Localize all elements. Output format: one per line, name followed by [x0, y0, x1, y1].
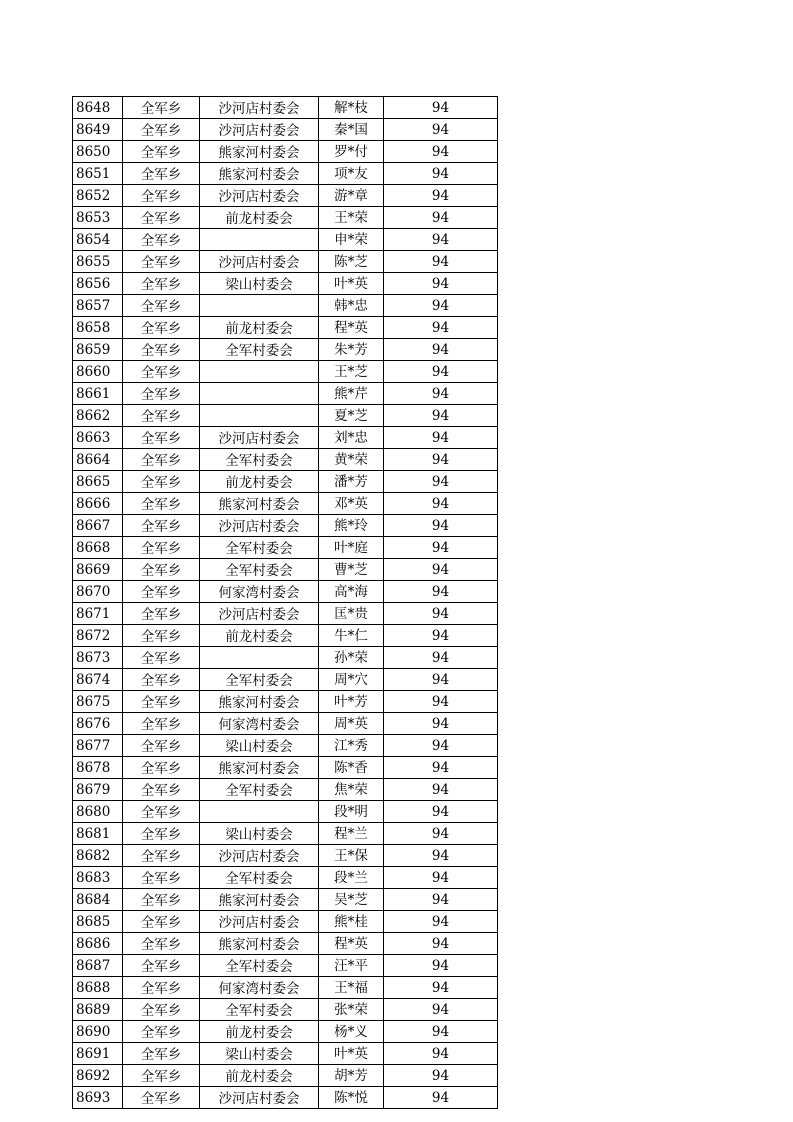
row-number-cell: 8672	[73, 625, 123, 647]
village-committee-cell: 梁山村委会	[200, 1043, 319, 1065]
village-committee-cell: 全军村委会	[200, 559, 319, 581]
township-cell: 全军乡	[123, 779, 200, 801]
village-committee-cell: 沙河店村委会	[200, 97, 319, 119]
village-committee-cell: 何家湾村委会	[200, 977, 319, 999]
row-number-cell: 8649	[73, 119, 123, 141]
score-cell: 94	[384, 1043, 498, 1065]
score-cell: 94	[384, 977, 498, 999]
name-cell: 潘*芳	[319, 471, 384, 493]
table-row	[73, 735, 498, 757]
score-cell: 94	[384, 1021, 498, 1043]
name-cell: 胡*芳	[319, 1065, 384, 1087]
table-row	[73, 625, 498, 647]
village-committee-cell	[200, 405, 319, 427]
table-row	[73, 911, 498, 933]
village-committee-cell: 熊家河村委会	[200, 141, 319, 163]
village-committee-cell: 前龙村委会	[200, 1065, 319, 1087]
name-cell: 张*荣	[319, 999, 384, 1021]
village-committee-cell: 梁山村委会	[200, 823, 319, 845]
score-cell: 94	[384, 823, 498, 845]
name-cell: 牛*仁	[319, 625, 384, 647]
township-cell: 全军乡	[123, 911, 200, 933]
township-cell: 全军乡	[123, 757, 200, 779]
village-committee-cell	[200, 361, 319, 383]
village-committee-cell	[200, 229, 319, 251]
row-number-cell: 8656	[73, 273, 123, 295]
village-committee-cell	[200, 295, 319, 317]
township-cell: 全军乡	[123, 207, 200, 229]
table-row	[73, 339, 498, 361]
table-row	[73, 1087, 498, 1109]
name-cell: 江*秀	[319, 735, 384, 757]
row-number-cell: 8678	[73, 757, 123, 779]
village-committee-cell: 何家湾村委会	[200, 713, 319, 735]
township-cell: 全军乡	[123, 493, 200, 515]
table-row	[73, 713, 498, 735]
table-row	[73, 317, 498, 339]
row-number-cell: 8688	[73, 977, 123, 999]
name-cell: 刘*忠	[319, 427, 384, 449]
table-row	[73, 999, 498, 1021]
score-cell: 94	[384, 119, 498, 141]
township-cell: 全军乡	[123, 801, 200, 823]
name-cell: 叶*芳	[319, 691, 384, 713]
township-cell: 全军乡	[123, 229, 200, 251]
row-number-cell: 8681	[73, 823, 123, 845]
row-number-cell: 8657	[73, 295, 123, 317]
township-cell: 全军乡	[123, 405, 200, 427]
village-committee-cell	[200, 801, 319, 823]
score-cell: 94	[384, 383, 498, 405]
table-row	[73, 295, 498, 317]
name-cell: 吴*芝	[319, 889, 384, 911]
name-cell: 匡*贵	[319, 603, 384, 625]
name-cell: 焦*荣	[319, 779, 384, 801]
score-cell: 94	[384, 581, 498, 603]
village-committee-cell: 熊家河村委会	[200, 933, 319, 955]
name-cell: 孙*荣	[319, 647, 384, 669]
score-cell: 94	[384, 317, 498, 339]
table-row	[73, 823, 498, 845]
name-cell: 叶*英	[319, 1043, 384, 1065]
township-cell: 全军乡	[123, 845, 200, 867]
score-cell: 94	[384, 251, 498, 273]
township-cell: 全军乡	[123, 735, 200, 757]
township-cell: 全军乡	[123, 889, 200, 911]
name-cell: 秦*国	[319, 119, 384, 141]
village-committee-cell: 前龙村委会	[200, 1021, 319, 1043]
row-number-cell: 8689	[73, 999, 123, 1021]
name-cell: 夏*芝	[319, 405, 384, 427]
table-row	[73, 405, 498, 427]
row-number-cell: 8661	[73, 383, 123, 405]
table-row	[73, 603, 498, 625]
row-number-cell: 8690	[73, 1021, 123, 1043]
name-cell: 程*兰	[319, 823, 384, 845]
score-cell: 94	[384, 229, 498, 251]
table-body	[73, 97, 498, 1109]
score-cell: 94	[384, 625, 498, 647]
table-row	[73, 1043, 498, 1065]
township-cell: 全军乡	[123, 581, 200, 603]
score-cell: 94	[384, 1087, 498, 1109]
score-cell: 94	[384, 845, 498, 867]
row-number-cell: 8671	[73, 603, 123, 625]
score-cell: 94	[384, 97, 498, 119]
table-row	[73, 647, 498, 669]
row-number-cell: 8686	[73, 933, 123, 955]
name-cell: 段*兰	[319, 867, 384, 889]
table-row	[73, 207, 498, 229]
name-cell: 叶*英	[319, 273, 384, 295]
table-row	[73, 977, 498, 999]
row-number-cell: 8676	[73, 713, 123, 735]
table-row	[73, 361, 498, 383]
township-cell: 全军乡	[123, 823, 200, 845]
village-committee-cell: 沙河店村委会	[200, 603, 319, 625]
name-cell: 曹*芝	[319, 559, 384, 581]
township-cell: 全军乡	[123, 427, 200, 449]
name-cell: 段*明	[319, 801, 384, 823]
score-cell: 94	[384, 471, 498, 493]
name-cell: 程*英	[319, 933, 384, 955]
township-cell: 全军乡	[123, 97, 200, 119]
village-committee-cell: 全军村委会	[200, 955, 319, 977]
table-row	[73, 97, 498, 119]
table-row	[73, 1021, 498, 1043]
row-number-cell: 8691	[73, 1043, 123, 1065]
score-cell: 94	[384, 933, 498, 955]
row-number-cell: 8653	[73, 207, 123, 229]
township-cell: 全军乡	[123, 669, 200, 691]
score-cell: 94	[384, 1065, 498, 1087]
village-committee-cell: 全军村委会	[200, 867, 319, 889]
table-row	[73, 273, 498, 295]
village-committee-cell: 熊家河村委会	[200, 889, 319, 911]
township-cell: 全军乡	[123, 1087, 200, 1109]
name-cell: 游*章	[319, 185, 384, 207]
table-row	[73, 691, 498, 713]
table-row	[73, 889, 498, 911]
row-number-cell: 8666	[73, 493, 123, 515]
township-cell: 全军乡	[123, 603, 200, 625]
score-cell: 94	[384, 999, 498, 1021]
name-cell: 黄*荣	[319, 449, 384, 471]
row-number-cell: 8669	[73, 559, 123, 581]
row-number-cell: 8668	[73, 537, 123, 559]
score-cell: 94	[384, 955, 498, 977]
row-number-cell: 8684	[73, 889, 123, 911]
name-cell: 熊*桂	[319, 911, 384, 933]
village-committee-cell	[200, 383, 319, 405]
row-number-cell: 8650	[73, 141, 123, 163]
score-cell: 94	[384, 537, 498, 559]
table-row	[73, 757, 498, 779]
row-number-cell: 8648	[73, 97, 123, 119]
village-committee-cell: 沙河店村委会	[200, 911, 319, 933]
table-row	[73, 493, 498, 515]
score-cell: 94	[384, 493, 498, 515]
name-cell: 王*保	[319, 845, 384, 867]
township-cell: 全军乡	[123, 361, 200, 383]
table-row	[73, 845, 498, 867]
village-committee-cell: 梁山村委会	[200, 735, 319, 757]
name-cell: 解*枝	[319, 97, 384, 119]
row-number-cell: 8663	[73, 427, 123, 449]
table-row	[73, 185, 498, 207]
row-number-cell: 8665	[73, 471, 123, 493]
township-cell: 全军乡	[123, 537, 200, 559]
township-cell: 全军乡	[123, 713, 200, 735]
row-number-cell: 8673	[73, 647, 123, 669]
table-row	[73, 559, 498, 581]
township-cell: 全军乡	[123, 317, 200, 339]
score-cell: 94	[384, 185, 498, 207]
name-cell: 陈*悦	[319, 1087, 384, 1109]
row-number-cell: 8693	[73, 1087, 123, 1109]
name-cell: 王*芝	[319, 361, 384, 383]
township-cell: 全军乡	[123, 163, 200, 185]
table-row	[73, 471, 498, 493]
row-number-cell: 8655	[73, 251, 123, 273]
township-cell: 全军乡	[123, 625, 200, 647]
township-cell: 全军乡	[123, 647, 200, 669]
township-cell: 全军乡	[123, 273, 200, 295]
village-committee-cell: 熊家河村委会	[200, 691, 319, 713]
township-cell: 全军乡	[123, 867, 200, 889]
township-cell: 全军乡	[123, 691, 200, 713]
name-cell: 程*英	[319, 317, 384, 339]
township-cell: 全军乡	[123, 295, 200, 317]
row-number-cell: 8674	[73, 669, 123, 691]
score-cell: 94	[384, 669, 498, 691]
village-committee-cell: 熊家河村委会	[200, 493, 319, 515]
village-committee-cell: 沙河店村委会	[200, 427, 319, 449]
village-committee-cell: 沙河店村委会	[200, 185, 319, 207]
name-cell: 陈*香	[319, 757, 384, 779]
township-cell: 全军乡	[123, 449, 200, 471]
township-cell: 全军乡	[123, 185, 200, 207]
name-cell: 朱*芳	[319, 339, 384, 361]
name-cell: 申*荣	[319, 229, 384, 251]
township-cell: 全军乡	[123, 955, 200, 977]
row-number-cell: 8670	[73, 581, 123, 603]
score-cell: 94	[384, 273, 498, 295]
township-cell: 全军乡	[123, 559, 200, 581]
row-number-cell: 8659	[73, 339, 123, 361]
village-committee-cell: 沙河店村委会	[200, 119, 319, 141]
table-row	[73, 449, 498, 471]
table-row	[73, 669, 498, 691]
village-committee-cell: 熊家河村委会	[200, 163, 319, 185]
township-cell: 全军乡	[123, 1021, 200, 1043]
row-number-cell: 8677	[73, 735, 123, 757]
score-cell: 94	[384, 713, 498, 735]
name-cell: 周*英	[319, 713, 384, 735]
village-committee-cell: 全军村委会	[200, 779, 319, 801]
village-committee-cell: 沙河店村委会	[200, 251, 319, 273]
table-row	[73, 119, 498, 141]
row-number-cell: 8683	[73, 867, 123, 889]
name-cell: 周*穴	[319, 669, 384, 691]
score-cell: 94	[384, 141, 498, 163]
table-row	[73, 141, 498, 163]
score-cell: 94	[384, 361, 498, 383]
row-number-cell: 8660	[73, 361, 123, 383]
name-cell: 罗*付	[319, 141, 384, 163]
score-cell: 94	[384, 757, 498, 779]
village-committee-cell: 前龙村委会	[200, 625, 319, 647]
township-cell: 全军乡	[123, 383, 200, 405]
name-cell: 高*海	[319, 581, 384, 603]
village-committee-cell	[200, 647, 319, 669]
score-cell: 94	[384, 559, 498, 581]
village-committee-cell: 何家湾村委会	[200, 581, 319, 603]
township-cell: 全军乡	[123, 977, 200, 999]
table-row	[73, 251, 498, 273]
village-committee-cell: 梁山村委会	[200, 273, 319, 295]
row-number-cell: 8658	[73, 317, 123, 339]
row-number-cell: 8664	[73, 449, 123, 471]
row-number-cell: 8685	[73, 911, 123, 933]
row-number-cell: 8682	[73, 845, 123, 867]
name-cell: 汪*平	[319, 955, 384, 977]
name-cell: 陈*芝	[319, 251, 384, 273]
score-cell: 94	[384, 911, 498, 933]
row-number-cell: 8654	[73, 229, 123, 251]
table-row	[73, 163, 498, 185]
score-cell: 94	[384, 867, 498, 889]
score-cell: 94	[384, 779, 498, 801]
table-row	[73, 427, 498, 449]
row-number-cell: 8652	[73, 185, 123, 207]
table-row	[73, 933, 498, 955]
score-cell: 94	[384, 691, 498, 713]
table-row	[73, 801, 498, 823]
name-cell: 叶*庭	[319, 537, 384, 559]
score-cell: 94	[384, 515, 498, 537]
row-number-cell: 8662	[73, 405, 123, 427]
township-cell: 全军乡	[123, 933, 200, 955]
name-cell: 熊*玲	[319, 515, 384, 537]
row-number-cell: 8651	[73, 163, 123, 185]
table-row	[73, 779, 498, 801]
score-cell: 94	[384, 735, 498, 757]
village-committee-cell: 前龙村委会	[200, 471, 319, 493]
township-cell: 全军乡	[123, 1065, 200, 1087]
village-committee-cell: 全军村委会	[200, 669, 319, 691]
township-cell: 全军乡	[123, 515, 200, 537]
score-cell: 94	[384, 427, 498, 449]
row-number-cell: 8687	[73, 955, 123, 977]
score-cell: 94	[384, 801, 498, 823]
village-committee-cell: 熊家河村委会	[200, 757, 319, 779]
township-cell: 全军乡	[123, 339, 200, 361]
score-cell: 94	[384, 207, 498, 229]
village-committee-cell: 前龙村委会	[200, 317, 319, 339]
table-row	[73, 229, 498, 251]
name-cell: 杨*义	[319, 1021, 384, 1043]
township-cell: 全军乡	[123, 999, 200, 1021]
score-cell: 94	[384, 647, 498, 669]
row-number-cell: 8679	[73, 779, 123, 801]
table-row	[73, 383, 498, 405]
village-committee-cell: 全军村委会	[200, 537, 319, 559]
name-cell: 王*福	[319, 977, 384, 999]
name-cell: 王*荣	[319, 207, 384, 229]
data-table	[72, 96, 498, 1109]
score-cell: 94	[384, 405, 498, 427]
score-cell: 94	[384, 295, 498, 317]
score-cell: 94	[384, 889, 498, 911]
table-row	[73, 867, 498, 889]
name-cell: 熊*芹	[319, 383, 384, 405]
row-number-cell: 8692	[73, 1065, 123, 1087]
township-cell: 全军乡	[123, 141, 200, 163]
village-committee-cell: 前龙村委会	[200, 207, 319, 229]
score-cell: 94	[384, 163, 498, 185]
score-cell: 94	[384, 339, 498, 361]
table-row	[73, 1065, 498, 1087]
name-cell: 邓*英	[319, 493, 384, 515]
score-cell: 94	[384, 603, 498, 625]
table-row	[73, 537, 498, 559]
score-cell: 94	[384, 449, 498, 471]
village-committee-cell: 沙河店村委会	[200, 515, 319, 537]
township-cell: 全军乡	[123, 119, 200, 141]
name-cell: 韩*忠	[319, 295, 384, 317]
table-row	[73, 955, 498, 977]
village-committee-cell: 沙河店村委会	[200, 845, 319, 867]
row-number-cell: 8667	[73, 515, 123, 537]
village-committee-cell: 全军村委会	[200, 449, 319, 471]
village-committee-cell: 全军村委会	[200, 339, 319, 361]
township-cell: 全军乡	[123, 251, 200, 273]
row-number-cell: 8675	[73, 691, 123, 713]
township-cell: 全军乡	[123, 471, 200, 493]
table-row	[73, 581, 498, 603]
name-cell: 项*友	[319, 163, 384, 185]
village-committee-cell: 沙河店村委会	[200, 1087, 319, 1109]
township-cell: 全军乡	[123, 1043, 200, 1065]
village-committee-cell: 全军村委会	[200, 999, 319, 1021]
table-row	[73, 515, 498, 537]
row-number-cell: 8680	[73, 801, 123, 823]
